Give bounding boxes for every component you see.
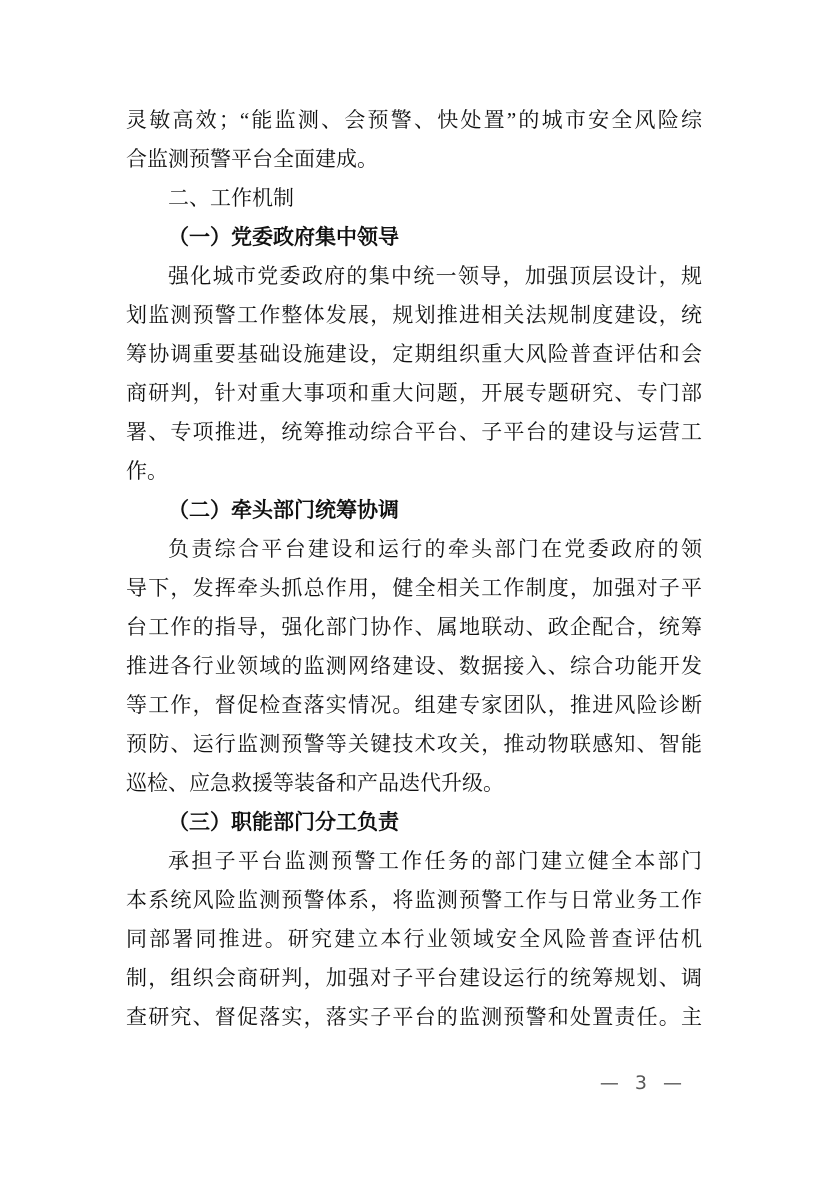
text-line: 制，组织会商研判，加强对子平台建设运行的统筹规划、调: [126, 966, 702, 990]
text-line: 推进各行业领域的监测网络建设、数据接入、综合功能开发: [126, 654, 702, 678]
text-line: 本系统风险监测预警体系，将监测预警工作与日常业务工作: [126, 888, 702, 912]
text-line: 商研判，针对重大事项和重大问题，开展专题研究、专门部: [126, 381, 702, 405]
text-line: 预防、运行监测预警等关键技术攻关，推动物联感知、智能: [126, 732, 702, 756]
text-line: 查研究、督促落实，落实子平台的监测预警和处置责任。主: [126, 1005, 702, 1029]
text-line: 署、专项推进，统筹推动综合平台、子平台的建设与运营工: [126, 420, 702, 444]
paragraph-first-line: 承担子平台监测预警工作任务的部门建立健全本部门: [168, 849, 702, 873]
paragraph-first-line: 负责综合平台建设和运行的牵头部门在党委政府的领: [168, 537, 702, 561]
text-line: 台工作的指导，强化部门协作、属地联动、政企配合，统筹: [126, 615, 702, 639]
text-line: 合监测预警平台全面建成。: [126, 147, 378, 171]
text-line: 划监测预警工作整体发展，规划推进相关法规制度建设，统: [126, 303, 702, 327]
text-line: 灵敏高效；“能监测、会预警、快处置”的城市安全风险综: [126, 108, 702, 132]
text-line: 作。: [126, 459, 168, 483]
document-body: [126, 101, 702, 1037]
text-line: 筹协调重要基础设施建设，定期组织重大风险普查评估和会: [126, 342, 702, 366]
text-line: 导下，发挥牵头抓总作用，健全相关工作制度，加强对子平: [126, 576, 702, 600]
text-line: 同部署同推进。研究建立本行业领域安全风险普查评估机: [126, 927, 702, 951]
page-number: — 3 —: [599, 1072, 687, 1094]
subsection-heading: （三）职能部门分工负责: [168, 810, 399, 834]
text-line: 巡检、应急救援等装备和产品迭代升级。: [126, 771, 504, 795]
subsection-heading: （一）党委政府集中领导: [168, 225, 399, 249]
text-line: 等工作，督促检查落实情况。组建专家团队，推进风险诊断: [126, 693, 702, 717]
subsection-heading: （二）牵头部门统筹协调: [168, 498, 399, 522]
paragraph-first-line: 强化城市党委政府的集中统一领导，加强顶层设计，规: [168, 264, 702, 288]
section-heading: 二、工作机制: [168, 186, 294, 210]
